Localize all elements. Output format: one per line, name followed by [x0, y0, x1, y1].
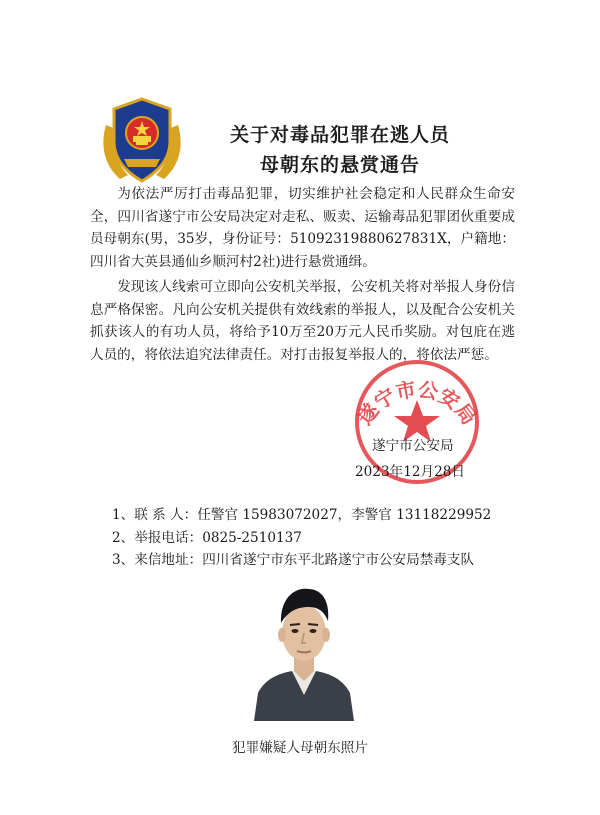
contact-item-phone: 2、举报电话：0825-2510137: [112, 529, 302, 546]
notice-title-line1: 关于对毒品犯罪在逃人员: [229, 124, 450, 146]
suspect-photo: [252, 573, 356, 721]
contact-item-address: 3、来信地址：四川省遂宁市东平北路遂宁市公安局禁毒支队: [112, 552, 475, 568]
signature-organization: 遂宁市公安局: [372, 438, 454, 454]
contact-list: [90, 504, 522, 572]
photo-caption: 犯罪嫌疑人母朝东照片: [232, 740, 368, 756]
notice-paragraph-1: 为依法严厉打击毒品犯罪，切实维护社会稳定和人民群众生命安全，四川省遂宁市公安局决定对走私、贩卖、运输毒品犯罪团伙重要成员母朝东(男，35岁，身份证号：51092319880627831X，户籍地：四川省大英县通仙乡顺河村2社)进行悬赏通缉。: [90, 186, 515, 270]
contact-item-person: 1、联 系 人：任警官 15983072027，李警官 13118229952: [112, 507, 492, 523]
notice-paragraph-2: 发现该人线索可立即向公安机关举报，公安机关将对举报人身份信息严格保密。凡向公安机关提供有效线索的举报人，以及配合公安机关抓获该人的有功人员，将给予10万至20万元人民币奖励。对包庇在逃人员的，将依法追究法律责任。对打击报复举报人的，将依法严惩。: [90, 279, 515, 363]
signature-date: 2023年12月28日: [355, 464, 465, 480]
svg-text:遂宁市公安局: 遂宁市公安局: [352, 376, 482, 430]
notice-title-line2: 母朝东的悬赏通告: [259, 154, 420, 176]
